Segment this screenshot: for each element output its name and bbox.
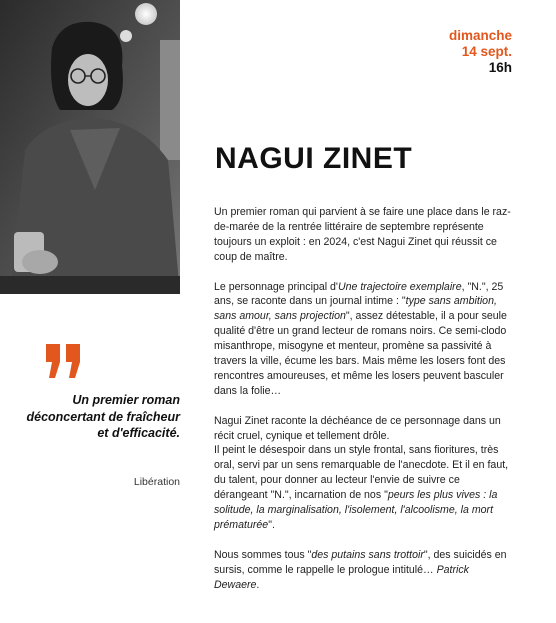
paragraph-plot — [214, 280, 514, 399]
text-span: . — [256, 578, 260, 591]
event-date: 14 sept. — [461, 44, 512, 59]
quote-mark-icon — [44, 342, 84, 380]
event-datetime — [449, 28, 512, 76]
paragraph-closing — [214, 548, 514, 593]
paragraph-style — [214, 414, 514, 533]
pull-quote: Un premier roman déconcertant de fraîcheur et d'efficacité. — [26, 393, 180, 440]
text-span: ", assez détestable, il a pour seule qualité d'être un grand lecteur de romans noirs. Ce semi-clodo misanthrope, misogyne et menteur, promène sa passivité à travers la ville, écume les bars. Mais même les losers font des rencontres amoureuses, et même les losers peuvent basculer dans la folie… — [214, 310, 507, 397]
author-photo — [0, 0, 180, 294]
text-span: Nagui Zinet raconte la déchéance de ce personnage dans un récit cruel, cynique et tellement drôle. — [214, 414, 501, 442]
prologue-title: Patrick Dewaere — [214, 563, 469, 591]
paragraph-intro: Un premier roman qui parvient à se faire une place dans le raz-de-marée de la rentrée littéraire de septembre représente toujours un exploit : en 2024, c'est Nagui Zinet qui réussit ce coup de maître. — [214, 206, 511, 263]
text-span: ". — [268, 519, 275, 531]
text-span: , "N.", 25 ans, se raconte dans un journal intime : " — [214, 280, 504, 308]
author-portrait-image — [0, 0, 180, 294]
book-title: Une trajectoire exemplaire — [337, 280, 462, 293]
text-span: Il peint le désespoir dans un style frontal, sans fioritures, très oral, servi par un sens remarquable de l'anecdote. Et il en faut, du talent, pour donner au lecteur l'envie de suivre ce dérangeant "N.", incarnation de nos " — [214, 444, 509, 502]
author-name: NAGUI ZINET — [215, 142, 413, 175]
text-span: Le personnage principal d' — [214, 280, 338, 293]
quoted-phrase: type sans ambition, sans amour, sans projection — [214, 295, 497, 323]
event-time: 16h — [488, 60, 512, 75]
quote-source: Libération — [133, 476, 180, 488]
quoted-phrase: des putains sans trottoir — [311, 548, 424, 561]
text-span: ", des suicidés en sursis, comme le rappelle le prologue intitulé… — [214, 548, 507, 576]
quoted-phrase: peurs les plus vives : la solitude, la marginalisation, l'isolement, l'alcoolisme, la mort prématurée — [214, 489, 498, 531]
event-day: dimanche — [448, 28, 512, 43]
article-body — [214, 205, 514, 607]
text-span: Nous sommes tous " — [214, 548, 312, 561]
